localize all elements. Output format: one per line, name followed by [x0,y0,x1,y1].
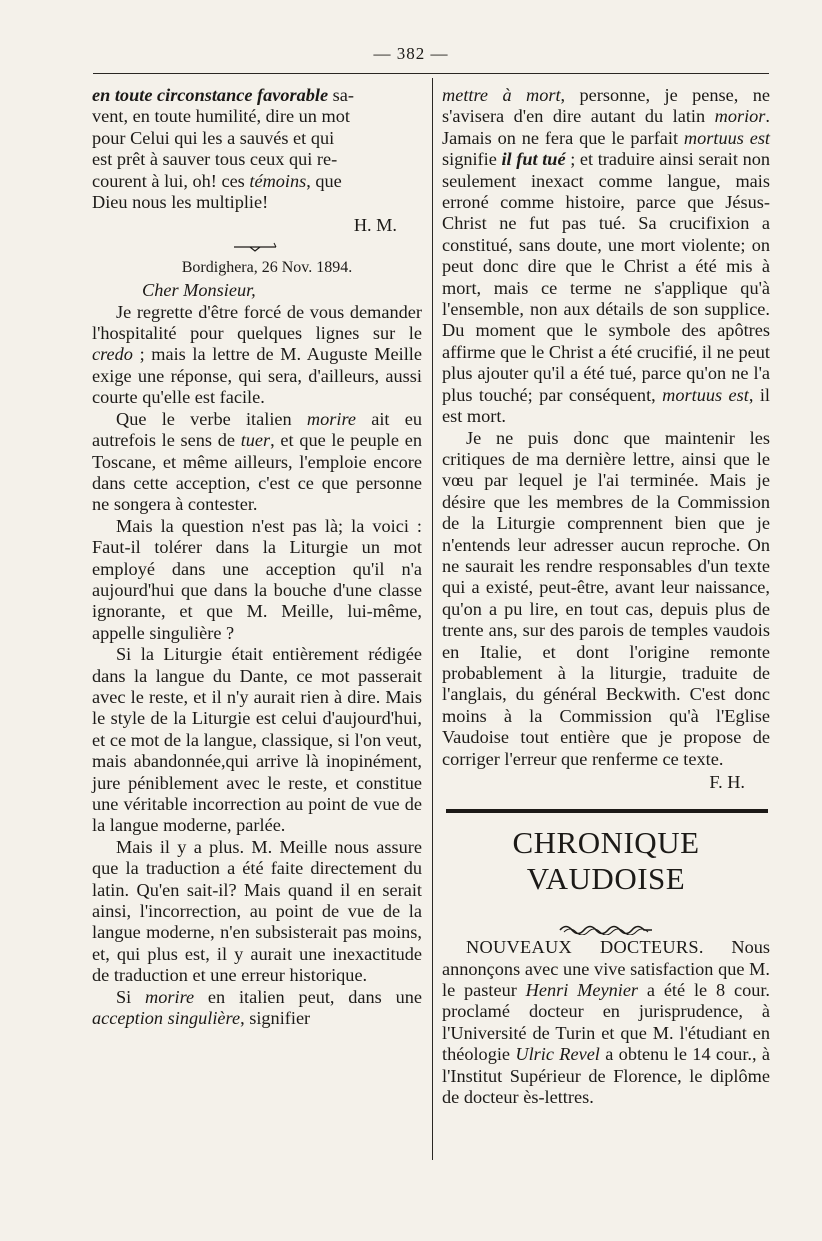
emphasis: morire [145,986,195,1007]
text-span: ; et traduire ainsi serait non seulement inexact comme langue, mais erroné comme histoire, parce que Jésus-Christ ne fut pas tué. Sa crucifixion a constitué, sans doute, une mort violente; on peut donc dire que le Christ a été mis à mort, mais ce terme ne s'applique qu'à l'ensemble, non aux détails de son supplice. Du moment que le symbole des apôtres affirme que le Christ a été crucifié, il ne peut plus ajouter qu'il a été tué, parce qu'on ne l'a plus touché; par conséquent, [442,149,770,405]
paragraph: Mais la question n'est pas là; la voici : Faut-il tolérer dans la Liturgie un mot employé dans une acception qu'il n'a aujourd'hui que dans la bouche d'une classe ignorante, et que M. Meille, lui-même, appelle singulière ? [92,515,422,643]
text-span: Que le verbe italien [116,408,307,429]
left-column [92,85,422,1029]
text-line [92,128,422,149]
header-rule [93,73,769,74]
emphasis: Ulric Revel [515,1044,600,1065]
text-span: est prêt à sauver tous ceux qui re- [92,149,338,170]
emphasis: il fut tué [501,149,566,170]
text-span: pour Celui qui les a sauvés et qui [92,127,335,148]
text-line [92,171,422,192]
text-span: , que [306,170,342,191]
text-span: , personne, je pense, ne s'avisera d'en dire autant du latin [442,85,770,127]
column-divider [432,78,433,1160]
paragraph: Mais il y a plus. M. Meille nous assure que la traduction a été faite directement du latin. Qu'en sait-il? Mais quand il en serait ainsi, l'incorrection, au point de vue de la langue moderne, n'en subsisterait pas moins, et, qui plus est, il y aurait une inexactitude de traduction et une erreur historique. [92,836,422,986]
text-line [92,85,422,106]
intro-lines [92,85,422,213]
text-span: sa- [328,85,354,105]
section-lead: NOUVEAUX DOCTEURS. [466,937,704,958]
text-span: . Jamais on ne fera que le parfait [442,106,770,148]
emphasis: acception singulière [92,1008,241,1029]
emphasis: mortuus est [683,127,771,148]
text-span: a obtenu le 14 cour., à l'Institut Supérieur de Florence, le diplôme de docteur ès-lettres. [442,1044,770,1107]
text-span: Si [116,986,146,1007]
paragraph [92,302,422,409]
page-number: — 382 — [373,44,449,63]
emphasis: mettre à mort [442,85,561,105]
text-span: Dieu nous les multiplie! [92,192,269,213]
emphasis: mortuus est [662,384,749,405]
right-column [442,85,770,1108]
letter-salutation: Cher Monsieur, [142,280,256,301]
separator-ornament [232,241,278,252]
paragraph: Je ne puis donc que maintenir les critiques de ma dernière lettre, ainsi que le vœu par lequel je l'ai terminée. Mais je désire que les membres de la Commission de la Liturgie comprennent bien que je n'entends leur adresser aucun reproche. On ne saurait les rendre responsables d'un texte qui a existé, peut-être, avant leur naissance, qu'on a pu lire, en tout cas, depuis plus de trente ans, sur des parois de temples vaudois en Italie, et dont l'origine remonte probablement à la liturgie, traduite de l'anglais, du général Beckwith. C'est donc moins à la Commission qu'à l'Eglise Vaudoise tout entière que je propose de corriger l'erreur que renferme ce texte. [442,427,770,769]
text-span: ; mais la lettre de M. Auguste Meille exige une réponse, qui sera, d'ailleurs, aussi courte qu'elle est facile. [92,344,422,408]
text-span: signifie [442,149,502,170]
text-line [92,192,422,213]
text-span: , il est mort. [442,384,770,427]
text-span: , et que le peuple en Toscane, et même ailleurs, l'emploie encore dans cette acception, c'est ce que personne ne songera à contester. [92,430,422,515]
section-ornament [558,923,654,935]
paragraph [92,987,422,1030]
emphasis: credo [92,344,133,365]
signature-fh: F. H. [709,772,745,792]
text-span: courent à lui, oh! ces [92,170,250,191]
emphasis: en toute circonstance favorable [92,85,329,105]
signature-hm: H. M. [353,215,397,236]
letter-dateline: Bordighera, 26 Nov. 1894. [181,258,353,276]
text-span: vent, en toute humilité, dire un mot [92,106,350,127]
text-span: a été le 8 cour. proclamé docteur en jurisprudence, à l'Université de Turin et que M. l'étudiant en théologie [442,979,770,1065]
section-title: CHRONIQUE VAUDOISE [512,825,700,897]
text-span: , signifier [240,1008,311,1029]
text-span: Nous annonçons avec une vive satisfaction que M. le pasteur [442,937,770,1000]
emphasis: témoins [249,170,307,191]
emphasis: tuer [240,430,271,451]
text-span: ait eu autrefois le sens de [92,408,423,451]
emphasis: morior [714,106,766,127]
section-rule [446,809,768,813]
paragraph [442,937,770,1108]
text-span: en italien peut, dans une [194,986,422,1007]
text-line [92,106,422,127]
text-span: Je regrette d'être forcé de vous demander l'hospitalité pour quelques lignes sur le [92,301,422,344]
text-line [92,149,422,170]
paragraph [92,409,422,516]
paragraph: Si la Liturgie était entièrement rédigée dans la langue du Dante, ce mot passerait avec le reste, et il n'y aurait rien à dire. Mais le style de la Liturgie est celui d'aujourd'hui, et ce mot de la langue, classique, si l'on veut, mais abandonnée,qui arrive là inopinément, jure péniblement avec le reste, et constitue une véritable incorrection au point de vue de la langue moderne, parlée. [92,644,422,836]
emphasis: Henri Meynier [525,979,639,1000]
emphasis: morire [306,408,356,429]
paragraph [442,85,770,428]
